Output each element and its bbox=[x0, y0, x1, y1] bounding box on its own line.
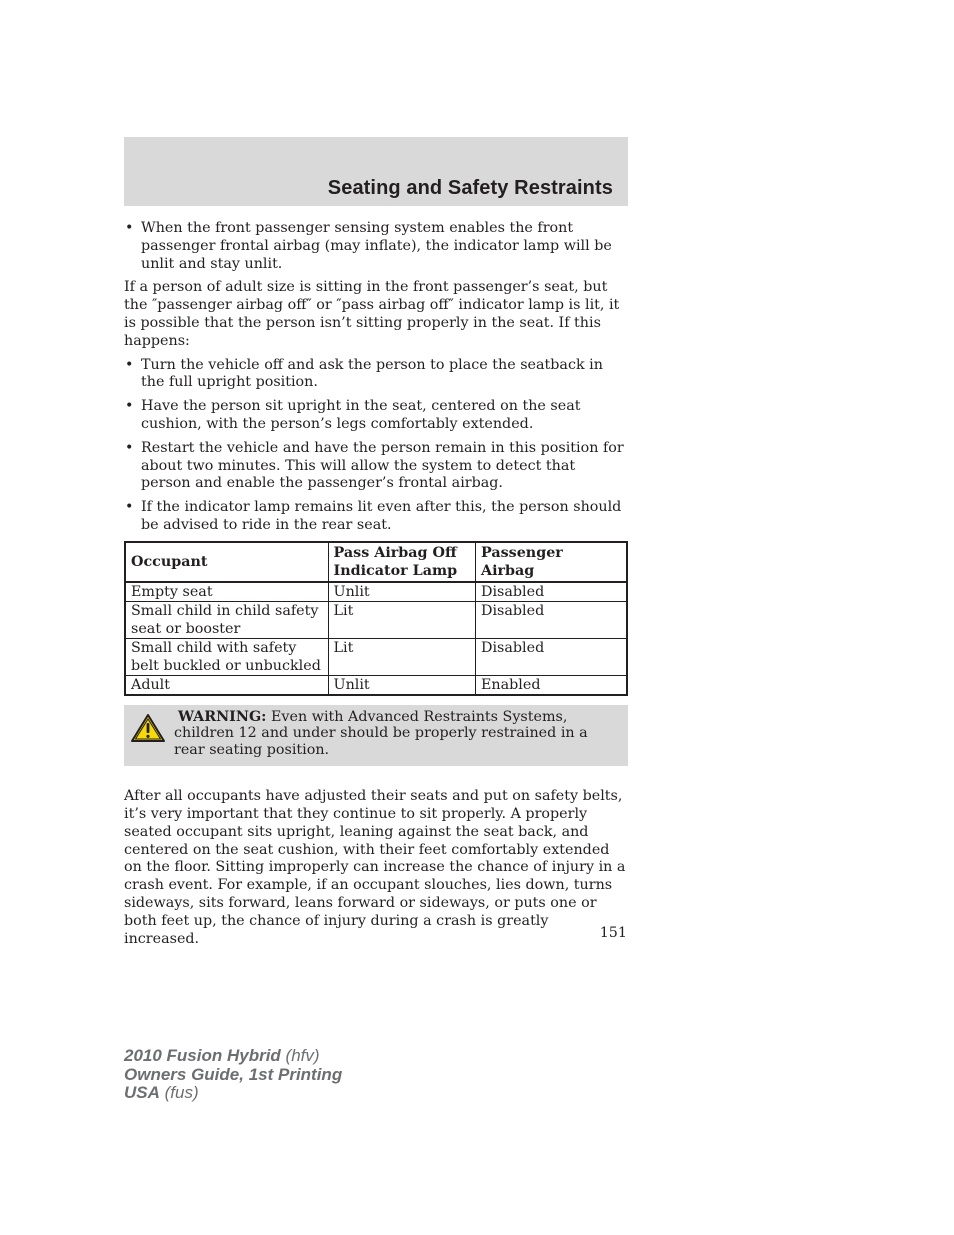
table-cell: Disabled bbox=[475, 638, 627, 675]
list-item: • If the indicator lamp remains lit even after this, the person should be advised to ride in the rear seat. bbox=[124, 499, 628, 535]
instruction-bullet-list bbox=[124, 357, 628, 535]
table-header-row bbox=[125, 542, 627, 582]
warning-text: Even with Advanced Restraints Systems, children 12 and under should be properly restrained in a rear seating position. bbox=[174, 708, 588, 758]
paragraph: If a person of adult size is sitting in the front passenger’s seat, but the ″passenger airbag off″ or ″pass airbag off″ indicator lamp is lit, it is possible that the person isn’t sitting properly in the seat. If this happens: bbox=[124, 279, 620, 349]
warning-triangle-icon bbox=[130, 713, 166, 743]
section-header-band bbox=[124, 137, 628, 206]
table-cell: Empty seat bbox=[125, 582, 328, 602]
footer-model-code: (hfv) bbox=[280, 1046, 320, 1065]
document-footer bbox=[124, 1047, 342, 1103]
footer-market: USA bbox=[124, 1083, 160, 1102]
table-cell: Lit bbox=[328, 638, 475, 675]
intro-bullet-list bbox=[124, 220, 628, 273]
footer-market-code: (fus) bbox=[159, 1083, 199, 1102]
list-item: • Have the person sit upright in the seat, centered on the seat cushion, with the person’s legs comfortably extended. bbox=[124, 398, 628, 434]
column-header: Pass Airbag Off Indicator Lamp bbox=[328, 542, 475, 582]
footer-line bbox=[124, 1084, 342, 1103]
list-item: • When the front passenger sensing system enables the front passenger frontal airbag (may inflate), the indicator lamp will be unlit and stay unlit. bbox=[124, 220, 628, 273]
table-cell: Disabled bbox=[475, 601, 627, 638]
occupant-airbag-table bbox=[124, 541, 628, 696]
table-row bbox=[125, 638, 627, 675]
table-cell: Lit bbox=[328, 601, 475, 638]
table-cell: Adult bbox=[125, 675, 328, 695]
table-row bbox=[125, 601, 627, 638]
table-cell: Unlit bbox=[328, 675, 475, 695]
page-content bbox=[124, 220, 628, 954]
table-row bbox=[125, 582, 627, 602]
column-header: Occupant bbox=[125, 542, 328, 582]
table-cell: Small child in child safety seat or booster bbox=[125, 601, 328, 638]
warning-box bbox=[124, 705, 628, 767]
warning-label: WARNING: bbox=[178, 708, 267, 725]
footer-line bbox=[124, 1047, 342, 1066]
table-cell: Disabled bbox=[475, 582, 627, 602]
list-item: • Restart the vehicle and have the person remain in this position for about two minutes. This will allow the system to detect that person and enable the passenger’s frontal airbag. bbox=[124, 440, 628, 493]
list-item: • Turn the vehicle off and ask the person to place the seatback in the full upright position. bbox=[124, 357, 628, 393]
table-cell: Small child with safety belt buckled or unbuckled bbox=[125, 638, 328, 675]
column-header: Passenger Airbag bbox=[475, 542, 627, 582]
footer-line bbox=[124, 1066, 342, 1085]
paragraph: After all occupants have adjusted their seats and put on safety belts, it’s very important that they continue to sit properly. A properly seated occupant sits upright, leaning against the seat back, and centered on the seat cushion, with their feet comfortably extended on the floor. Sitting improperly can increase the chance of injury in a crash event. For example, if an occupant slouches, lies down, turns sideways, sits forward, leans forward or sideways, or puts one or both feet up, the chance of injury during a crash is greatly increased. bbox=[124, 788, 626, 947]
table-cell: Unlit bbox=[328, 582, 475, 602]
footer-model: 2010 Fusion Hybrid bbox=[124, 1046, 281, 1065]
table-row bbox=[125, 675, 627, 695]
footer-guide: Owners Guide, 1st Printing bbox=[124, 1064, 343, 1084]
page-number: 151 bbox=[599, 925, 627, 941]
section-title: Seating and Safety Restraints bbox=[327, 177, 613, 199]
table-cell: Enabled bbox=[475, 675, 627, 695]
